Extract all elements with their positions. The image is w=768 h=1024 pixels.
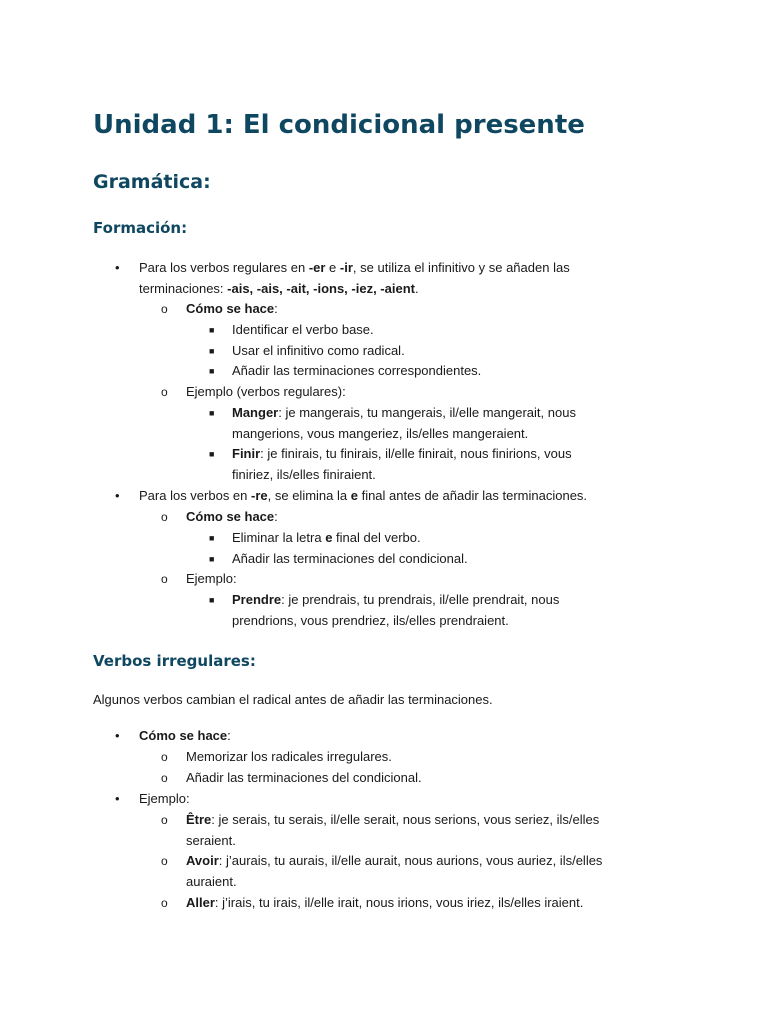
list-item-er-ir-line2: terminaciones: -ais, -ais, -ait, -ions, -iez, -aient. [139, 281, 419, 296]
bullet-square: ■ [209, 533, 215, 543]
heading-verbos-irregulares: Verbos irregulares: [93, 652, 256, 670]
list-item-step: Añadir las terminaciones del condicional. [186, 770, 422, 785]
bullet-circle: o [161, 813, 168, 827]
list-item-como-se-hace: Cómo se hace: [186, 301, 278, 316]
list-item-er-ir-line1: Para los verbos regulares en -er e -ir, se utiliza el infinitivo y se añaden las [139, 260, 570, 275]
bullet-square: ■ [209, 366, 215, 376]
bullet-disc: • [115, 728, 120, 743]
bullet-circle: o [161, 771, 168, 785]
example-finir-line2: finiriez, ils/elles finiraient. [232, 467, 376, 482]
example-aller-line1: Aller: j’irais, tu irais, il/elle irait, nous irions, vous iriez, ils/elles iraient. [186, 895, 584, 910]
list-item-ejemplo: Ejemplo: [139, 791, 190, 806]
list-item-step: Usar el infinitivo como radical. [232, 343, 405, 358]
list-item-ejemplo: Ejemplo: [186, 571, 237, 586]
irregulares-intro: Algunos verbos cambian el radical antes de añadir las terminaciones. [93, 692, 493, 707]
bullet-circle: o [161, 750, 168, 764]
list-item-step: Eliminar la letra e final del verbo. [232, 530, 421, 545]
bullet-circle: o [161, 385, 168, 399]
example-manger-line2: mangerions, vous mangeriez, ils/elles mangeraient. [232, 426, 529, 441]
list-item-como-se-hace: Cómo se hace: [186, 509, 278, 524]
page-title: Unidad 1: El condicional presente [93, 110, 585, 140]
bullet-square: ■ [209, 449, 215, 459]
bullet-square: ■ [209, 554, 215, 564]
example-etre-line2: seraient. [186, 833, 236, 848]
section-heading-gramatica: Gramática: [93, 171, 211, 193]
example-prendre-line2: prendrions, vous prendriez, ils/elles prendraient. [232, 613, 509, 628]
example-prendre-line1: Prendre: je prendrais, tu prendrais, il/elle prendrait, nous [232, 592, 560, 607]
example-avoir-line1: Avoir: j’aurais, tu aurais, il/elle aurait, nous aurions, vous auriez, ils/elles [186, 853, 603, 868]
bullet-square: ■ [209, 346, 215, 356]
heading-formacion: Formación: [93, 219, 188, 237]
bullet-circle: o [161, 854, 168, 868]
bullet-disc: • [115, 791, 120, 806]
list-item-ejemplo-regulares: Ejemplo (verbos regulares): [186, 384, 346, 399]
bullet-square: ■ [209, 595, 215, 605]
bullet-circle: o [161, 572, 168, 586]
list-item-como-se-hace: Cómo se hace: [139, 728, 231, 743]
list-item-step: Añadir las terminaciones correspondientes. [232, 363, 482, 378]
example-finir-line1: Finir: je finirais, tu finirais, il/elle finirait, nous finirions, vous [232, 446, 572, 461]
bullet-disc: • [115, 488, 120, 503]
bullet-circle: o [161, 896, 168, 910]
example-etre-line1: Être: je serais, tu serais, il/elle serait, nous serions, vous seriez, ils/elles [186, 812, 600, 827]
list-item-re: Para los verbos en -re, se elimina la e final antes de añadir las terminaciones. [139, 488, 588, 503]
list-item-step: Memorizar los radicales irregulares. [186, 749, 392, 764]
bullet-disc: • [115, 260, 120, 275]
bullet-square: ■ [209, 408, 215, 418]
list-item-step: Añadir las terminaciones del condicional. [232, 551, 468, 566]
example-avoir-line2: auraient. [186, 874, 237, 889]
bullet-circle: o [161, 302, 168, 316]
list-item-step: Identificar el verbo base. [232, 322, 374, 337]
bullet-square: ■ [209, 325, 215, 335]
bullet-circle: o [161, 510, 168, 524]
example-manger-line1: Manger: je mangerais, tu mangerais, il/elle mangerait, nous [232, 405, 576, 420]
